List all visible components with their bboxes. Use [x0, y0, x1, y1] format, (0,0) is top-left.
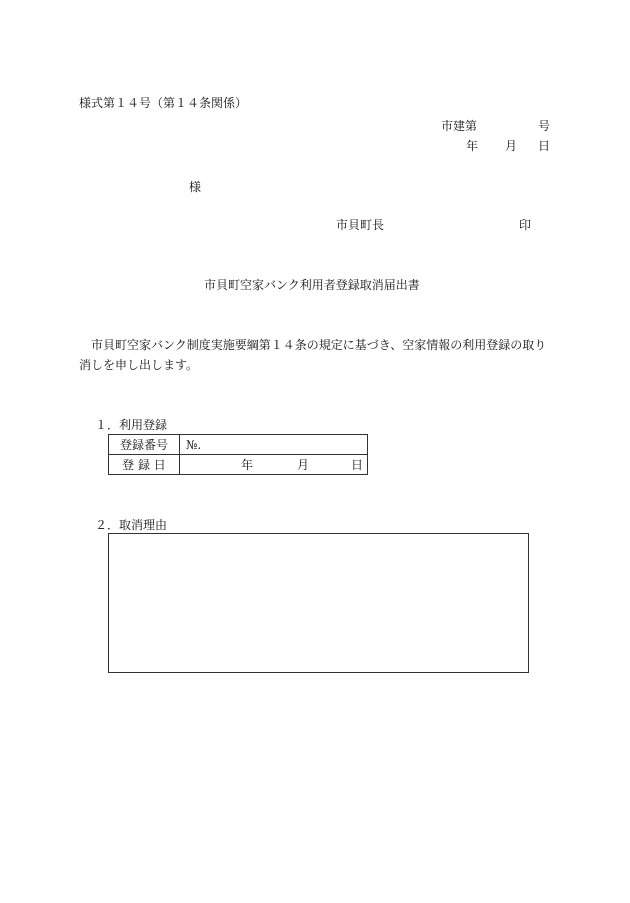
date-month-label: 月 — [505, 139, 518, 153]
table-row — [109, 435, 368, 455]
doc-number-suffix: 号 — [538, 119, 551, 133]
issuer-name: 市貝町長 — [336, 218, 385, 232]
reg-day-label: 日 — [351, 458, 364, 472]
addressee-honorific: 様 — [189, 180, 202, 194]
seal-mark: 印 — [519, 218, 532, 232]
section-heading-registration: １．利用登録 — [95, 418, 168, 432]
registration-date-field[interactable] — [180, 455, 368, 475]
body-paragraph: 市貝町空家バンク制度実施要綱第１４条の規定に基づき、空家情報の利用登録の取り消しを申し出します。 — [79, 338, 547, 372]
date-day-label: 日 — [538, 139, 551, 153]
document-title: 市貝町空家バンク利用者登録取消届出書 — [204, 278, 420, 292]
reg-month-label: 月 — [297, 458, 310, 472]
registration-number-label: 登録番号 — [109, 435, 180, 455]
reg-year-label: 年 — [241, 458, 254, 472]
number-prefix: №. — [186, 438, 202, 452]
form-number: 様式第１４号（第１４条関係） — [79, 96, 248, 110]
section-heading-cancel-reason: ２．取消理由 — [95, 518, 168, 532]
table-row — [109, 455, 368, 475]
doc-number-prefix: 市建第 — [441, 119, 478, 133]
registration-number-field[interactable] — [180, 435, 368, 455]
registration-table — [108, 434, 368, 475]
cancel-reason-box[interactable] — [108, 533, 529, 673]
registration-date-label: 登 録 日 — [109, 455, 180, 475]
date-year-label: 年 — [466, 139, 479, 153]
